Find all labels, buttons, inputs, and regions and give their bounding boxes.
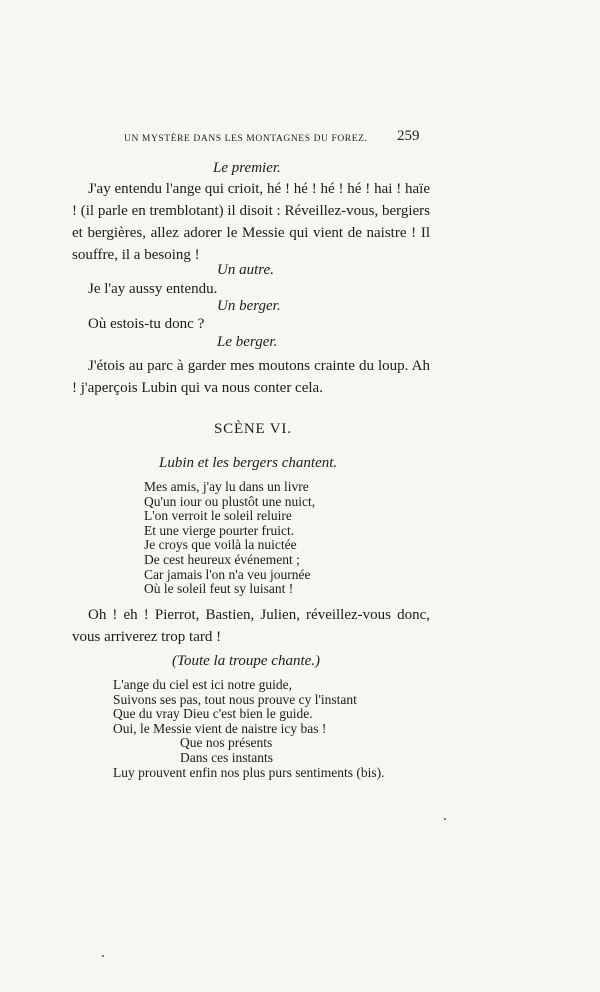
speech-wake-up: Oh ! eh ! Pierrot, Bastien, Julien, réveillez-vous donc, vous arriverez trop tard ! (72, 607, 430, 645)
speaker-un-berger: Un berger. (217, 298, 281, 314)
verse-line: L'on verroit le soleil reluire (144, 508, 292, 524)
paper-speck (102, 955, 104, 957)
song-troupe (113, 678, 384, 780)
speech-another: Je l'ay aussy entendu. (88, 281, 218, 297)
verse-line: De cest heureux événement ; (144, 551, 300, 567)
running-title: UN MYSTÈRE DANS LES MONTAGNES DU FOREZ. (124, 134, 368, 144)
verse-line: Je croys que voilà la nuictée (144, 537, 297, 553)
speech-first-shepherd: J'ay entendu l'ange qui crioit, hé ! hé ! hé ! hé ! hai ! haïe ! (il parle en tremblotant) il disoit : Réveillez-vous, bergiers et bergières, allez adorer le Messie qui vient de naistre ! Il souffre, il a besoing ! (72, 181, 430, 263)
page-number: 259 (397, 128, 420, 144)
speech-the-shepherd: J'étois au parc à garder mes moutons crainte du loup. Ah ! j'aperçois Lubin qui va nous conter cela. (72, 358, 430, 396)
verse-line: Car jamais l'on n'a veu journée (144, 566, 311, 582)
verse-line: Dans ces instants (180, 749, 273, 765)
scene-heading: SCÈNE VI. (214, 421, 292, 437)
verse-line: Que du vray Dieu c'est bien le guide. (113, 706, 313, 722)
verse-line: Qu'un iour ou plustôt une nuict, (144, 493, 316, 509)
speaker-le-berger: Le berger. (217, 334, 278, 350)
speaker-le-premier: Le premier. (213, 160, 281, 176)
verse-line: Mes amis, j'ay lu dans un livre (144, 479, 309, 494)
verse-line: Où le soleil feut sy luisant ! (144, 581, 294, 597)
speaker-un-autre: Un autre. (217, 262, 274, 278)
stage-direction-troupe: (Toute la troupe chante.) (172, 653, 321, 669)
verse-line: Et une vierge pourter fruict. (144, 522, 295, 538)
verse-line: Oui, le Messie vient de naistre icy bas ! (113, 720, 327, 736)
verse-line: Luy prouvent enfin nos plus purs sentiments (bis). (113, 764, 385, 780)
verse-line: Que nos présents (180, 735, 273, 751)
verse-line: Suivons ses pas, tout nous prouve cy l'instant (113, 691, 357, 707)
song-lubin (144, 480, 315, 597)
speech-a-shepherd: Où estois-tu donc ? (88, 316, 205, 332)
stage-direction-lubin: Lubin et les bergers chantent. (159, 455, 338, 471)
paper-speck (444, 818, 446, 820)
verse-line: L'ange du ciel est ici notre guide, (113, 677, 292, 692)
